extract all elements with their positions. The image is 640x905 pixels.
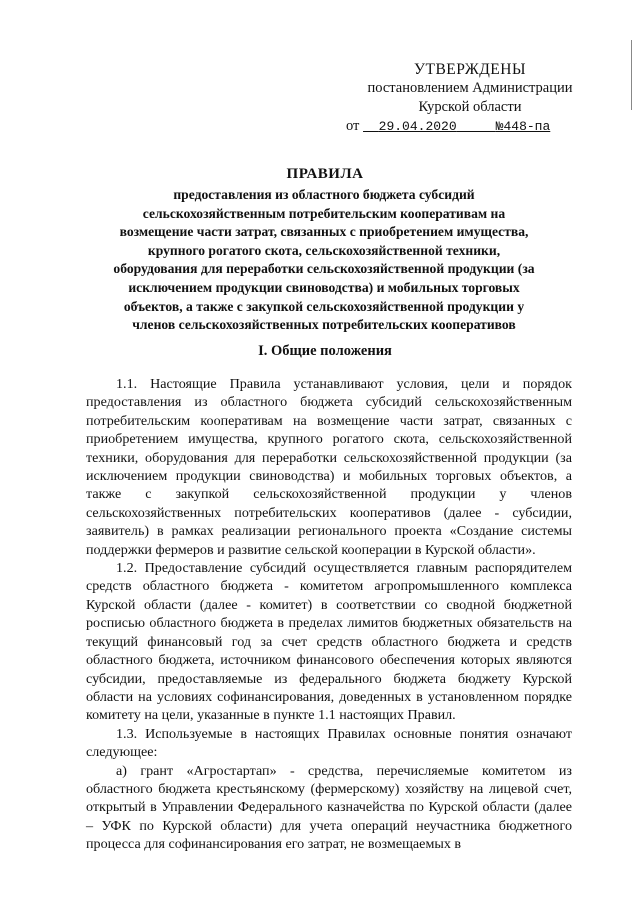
approval-line-1: постановлением Администрации: [367, 80, 573, 96]
approval-number: №448-па: [495, 119, 551, 134]
approval-date-line: [340, 117, 600, 136]
subtitle-line: возмещение части затрат, связанных с приобретением имущества,: [119, 224, 529, 240]
paragraph-1-1: 1.1. Настоящие Правила устанавливают условия, цели и порядок предоставления из областного бюджета субсидий сельскохозяйственным потребительским кооперативам на возмещение части затрат, связанных с приобретением имущества, крупного рогатого скота, сельскохозяйственной техники, оборудования для переработки сельскохозяйственной продукции (за исключением продукции свиноводства) и мобильных торговых объектов, а также с закупкой сельскохозяйственной продукции у членов сельскохозяйственных потребительских кооперативов (далее - субсидии, заявитель) в рамках реализации регионального проекта «Создание системы поддержки фермеров и развитие сельской кооперации в Курской области».: [86, 376, 572, 558]
document-subtitle: [90, 186, 558, 335]
document-body: [86, 375, 572, 854]
approval-heading: УТВЕРЖДЕНЫ: [414, 61, 526, 78]
approval-stamp: [340, 60, 600, 136]
scan-edge-mark: [631, 40, 632, 110]
section-title: I. Общие положения: [258, 343, 392, 359]
subtitle-line: исключением продукции свиноводства) и мобильных торговых: [128, 279, 520, 295]
subtitle-line: объектов, а также с закупкой сельскохозяйственной продукции у: [123, 298, 525, 314]
subtitle-line: членов сельскохозяйственных потребительских кооперативов: [132, 317, 516, 333]
subtitle-line: предоставления из областного бюджета субсидий: [173, 187, 475, 202]
document-title: ПРАВИЛА: [286, 166, 364, 182]
approval-line-2: Курской области: [418, 99, 522, 115]
paragraph-1-3-a: а) грант «Агростартап» - средства, перечисляемые комитетом из областного бюджета крестьянскому (фермерскому) хозяйству на лицевой счет, открытый в Управлении Федерального казначейства по Курской области (далее – УФК по Курской области) для учета операций неучастника бюджетного процесса для софинансирования его затрат, не возмещаемых в: [86, 762, 572, 853]
paragraph-1-3: 1.3. Используемые в настоящих Правилах основные понятия означают следующее:: [86, 725, 572, 761]
approval-from-label: от: [346, 118, 360, 134]
subtitle-line: крупного рогатого скота, сельскохозяйственной техники,: [147, 242, 501, 258]
approval-date: 29.04.2020: [378, 119, 457, 134]
paragraph-1-2: 1.2. Предоставление субсидий осуществляется главным распорядителем средств областного бюджета - комитетом агропромышленного комплекса Курской области (далее - комитет) в соответствии со сводной бюджетной росписью областного бюджета в пределах лимитов бюджетных обязательств на текущий финансовый год за счет средств областного бюджета и средств областного бюджета, источником финансового обеспечения которых являются субсидии, предоставляемые из федерального бюджета бюджету Курской области на условиях софинансирования, доведенных в установленном порядке комитету на цели, указанные в пункте 1.1 настоящих Правил.: [86, 560, 572, 724]
subtitle-line: сельскохозяйственным потребительским кооперативам на: [142, 205, 506, 221]
subtitle-line: оборудования для переработки сельскохозяйственной продукции (за: [113, 261, 535, 277]
